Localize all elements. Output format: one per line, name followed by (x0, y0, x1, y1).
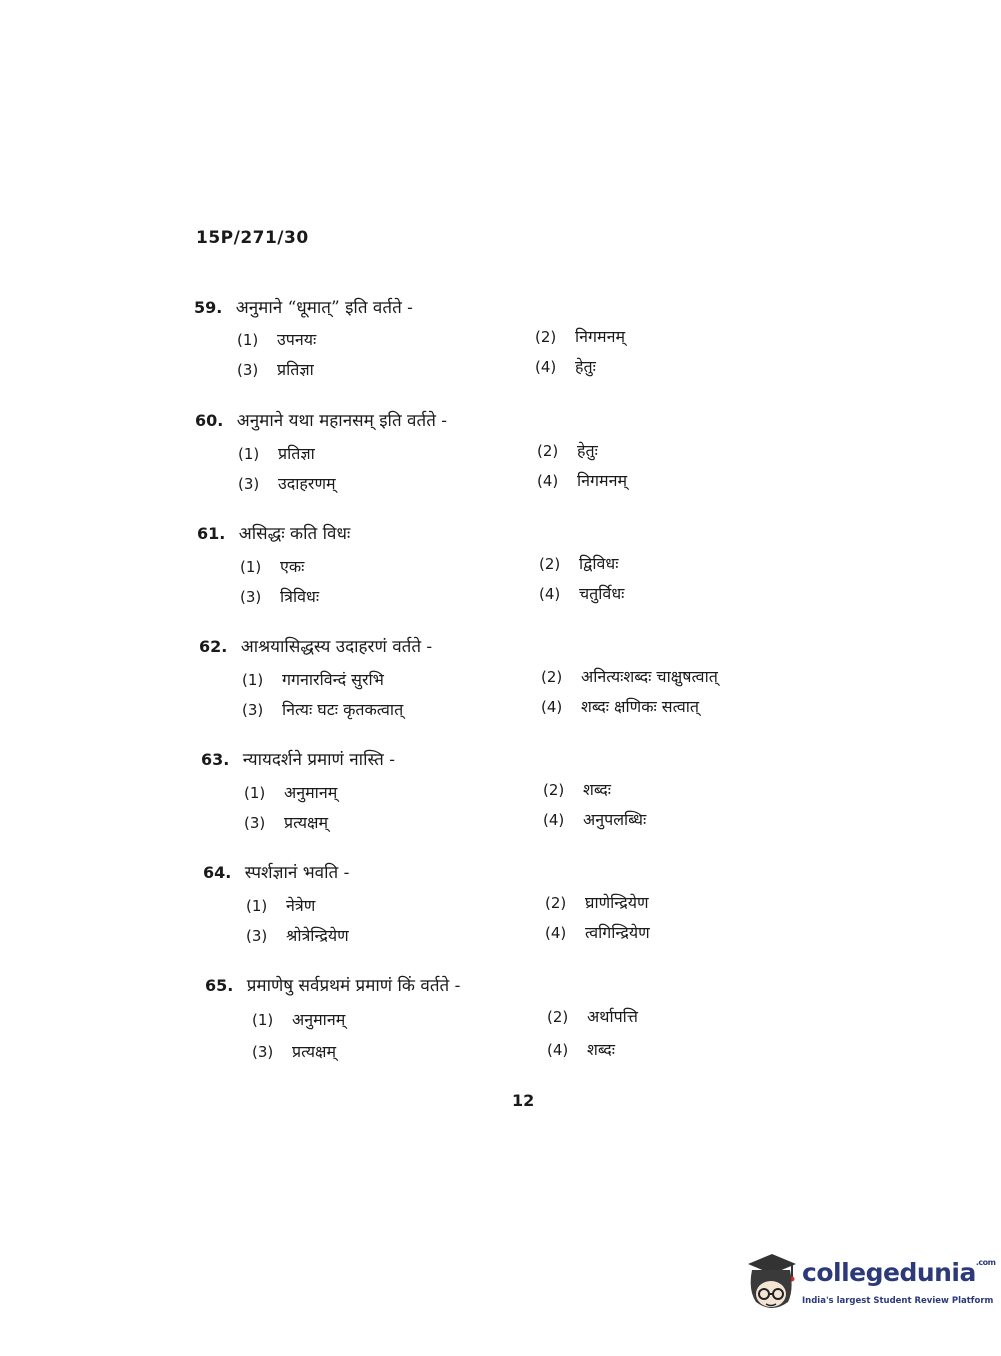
option-text: निगमनम् (575, 327, 626, 346)
question-63 (0, 747, 1001, 857)
option-3 (244, 811, 328, 833)
brand-tagline: India's largest Student Review Platform (802, 1296, 994, 1306)
option-text: उपनयः (277, 330, 317, 349)
question-number: 59. (194, 298, 223, 317)
option-text: प्रत्यक्षम् (292, 1042, 337, 1061)
option-1 (252, 1008, 345, 1030)
option-2 (535, 325, 625, 347)
option-number: (3) (238, 475, 260, 493)
question-text: अनुमाने यथा महानसम् इति वर्तते - (236, 411, 448, 431)
question-62 (0, 634, 1001, 744)
option-number: (1) (238, 445, 260, 463)
question-number: 61. (197, 524, 226, 543)
option-2 (537, 439, 598, 461)
question-text: स्पर्शज्ञानं भवति - (244, 863, 350, 883)
option-text: अनुपलब्धिः (583, 810, 647, 829)
option-2 (539, 552, 618, 574)
option-number: (2) (545, 894, 567, 912)
option-1 (242, 668, 384, 690)
option-2 (547, 1005, 638, 1027)
option-text: द्विविधः (579, 554, 619, 573)
question-number: 62. (199, 637, 228, 656)
option-1 (240, 555, 304, 577)
question-65 (0, 973, 1001, 1083)
option-number: (2) (541, 668, 563, 686)
option-4 (535, 355, 596, 377)
option-number: (4) (537, 472, 559, 490)
option-2 (541, 665, 718, 687)
option-text: त्वगिन्द्रियेण (585, 923, 650, 942)
question-number: 65. (205, 976, 234, 995)
question-text: अनुमाने “धूमात्” इति वर्तते - (235, 298, 413, 318)
collegedunia-watermark (742, 1250, 996, 1320)
option-text: त्रिविधः (280, 587, 320, 606)
option-text: घ्राणेन्द्रियेण (585, 893, 649, 912)
option-3 (240, 585, 319, 607)
option-number: (4) (535, 358, 557, 376)
option-number: (4) (541, 698, 563, 716)
question-text: आश्रयासिद्धस्य उदाहरणं वर्तते - (240, 637, 433, 657)
option-number: (4) (543, 811, 565, 829)
option-text: अनुमानम् (292, 1010, 346, 1029)
option-text: श्रोत्रेन्द्रियेण (286, 926, 349, 945)
option-number: (1) (252, 1011, 274, 1029)
option-text: अर्थापत्ति (587, 1007, 638, 1026)
option-number: (2) (543, 781, 565, 799)
option-text: गगनारविन्दं सुरभि (282, 670, 384, 689)
brand-suffix: .com (975, 1258, 996, 1267)
option-2 (545, 891, 649, 913)
question-number: 63. (201, 750, 230, 769)
question-text: असिद्धः कति विधः (238, 524, 351, 544)
option-text: प्रतिज्ञा (278, 444, 315, 463)
option-number: (1) (246, 897, 268, 915)
option-1 (244, 781, 337, 803)
question-text: न्यायदर्शने प्रमाणं नास्ति - (242, 750, 395, 770)
option-number: (1) (242, 671, 264, 689)
option-number: (1) (240, 558, 262, 576)
option-4 (543, 808, 646, 830)
option-number: (3) (240, 588, 262, 606)
question-59 (0, 295, 1001, 405)
question-64 (0, 860, 1001, 970)
option-number: (2) (537, 442, 559, 460)
option-1 (237, 328, 316, 350)
option-text: एकः (280, 557, 305, 576)
option-text: प्रतिज्ञा (277, 360, 314, 379)
option-number: (3) (252, 1043, 274, 1061)
option-number: (3) (242, 701, 264, 719)
option-number: (4) (545, 924, 567, 942)
option-2 (543, 778, 611, 800)
page-number: 12 (512, 1091, 535, 1110)
option-text: शब्दः (583, 780, 611, 799)
option-text: नेत्रेण (286, 896, 316, 915)
option-3 (242, 698, 403, 720)
option-3 (238, 472, 336, 494)
option-text: प्रत्यक्षम् (284, 813, 329, 832)
option-number: (2) (547, 1008, 569, 1026)
brand-name (802, 1258, 996, 1287)
paper-code: 15P/271/30 (196, 228, 309, 248)
option-number: (2) (539, 555, 561, 573)
option-text: अनित्यःशब्दः चाक्षुषत्वात् (581, 667, 718, 686)
option-text: शब्दः क्षणिकः सत्वात् (581, 697, 700, 716)
option-text: अनुमानम् (284, 783, 338, 802)
mascot-icon (742, 1250, 800, 1314)
option-number: (4) (547, 1041, 569, 1059)
option-text: हेतुः (577, 441, 598, 460)
option-4 (545, 921, 650, 943)
brand-wordmark: collegedunia (802, 1258, 976, 1287)
option-3 (246, 924, 349, 946)
option-text: नित्यः घटः कृतकत्वात् (282, 700, 404, 719)
option-number: (1) (237, 331, 259, 349)
option-text: उदाहरणम् (278, 474, 336, 493)
question-number: 60. (195, 411, 224, 430)
option-text: निगमनम् (577, 471, 628, 490)
option-number: (3) (246, 927, 268, 945)
option-number: (3) (237, 361, 259, 379)
question-number: 64. (203, 863, 232, 882)
option-number: (2) (535, 328, 557, 346)
option-text: चतुर्विधः (579, 584, 625, 603)
option-3 (237, 358, 314, 380)
option-number: (3) (244, 814, 266, 832)
option-4 (547, 1038, 615, 1060)
option-number: (1) (244, 784, 266, 802)
question-text: प्रमाणेषु सर्वप्रथमं प्रमाणं किं वर्तते - (246, 976, 461, 996)
option-1 (246, 894, 315, 916)
option-text: हेतुः (575, 357, 596, 376)
option-4 (541, 695, 699, 717)
option-text: शब्दः (587, 1040, 615, 1059)
option-4 (537, 469, 627, 491)
option-1 (238, 442, 315, 464)
option-3 (252, 1040, 336, 1062)
option-4 (539, 582, 624, 604)
option-number: (4) (539, 585, 561, 603)
question-61 (0, 521, 1001, 631)
question-60 (0, 408, 1001, 518)
